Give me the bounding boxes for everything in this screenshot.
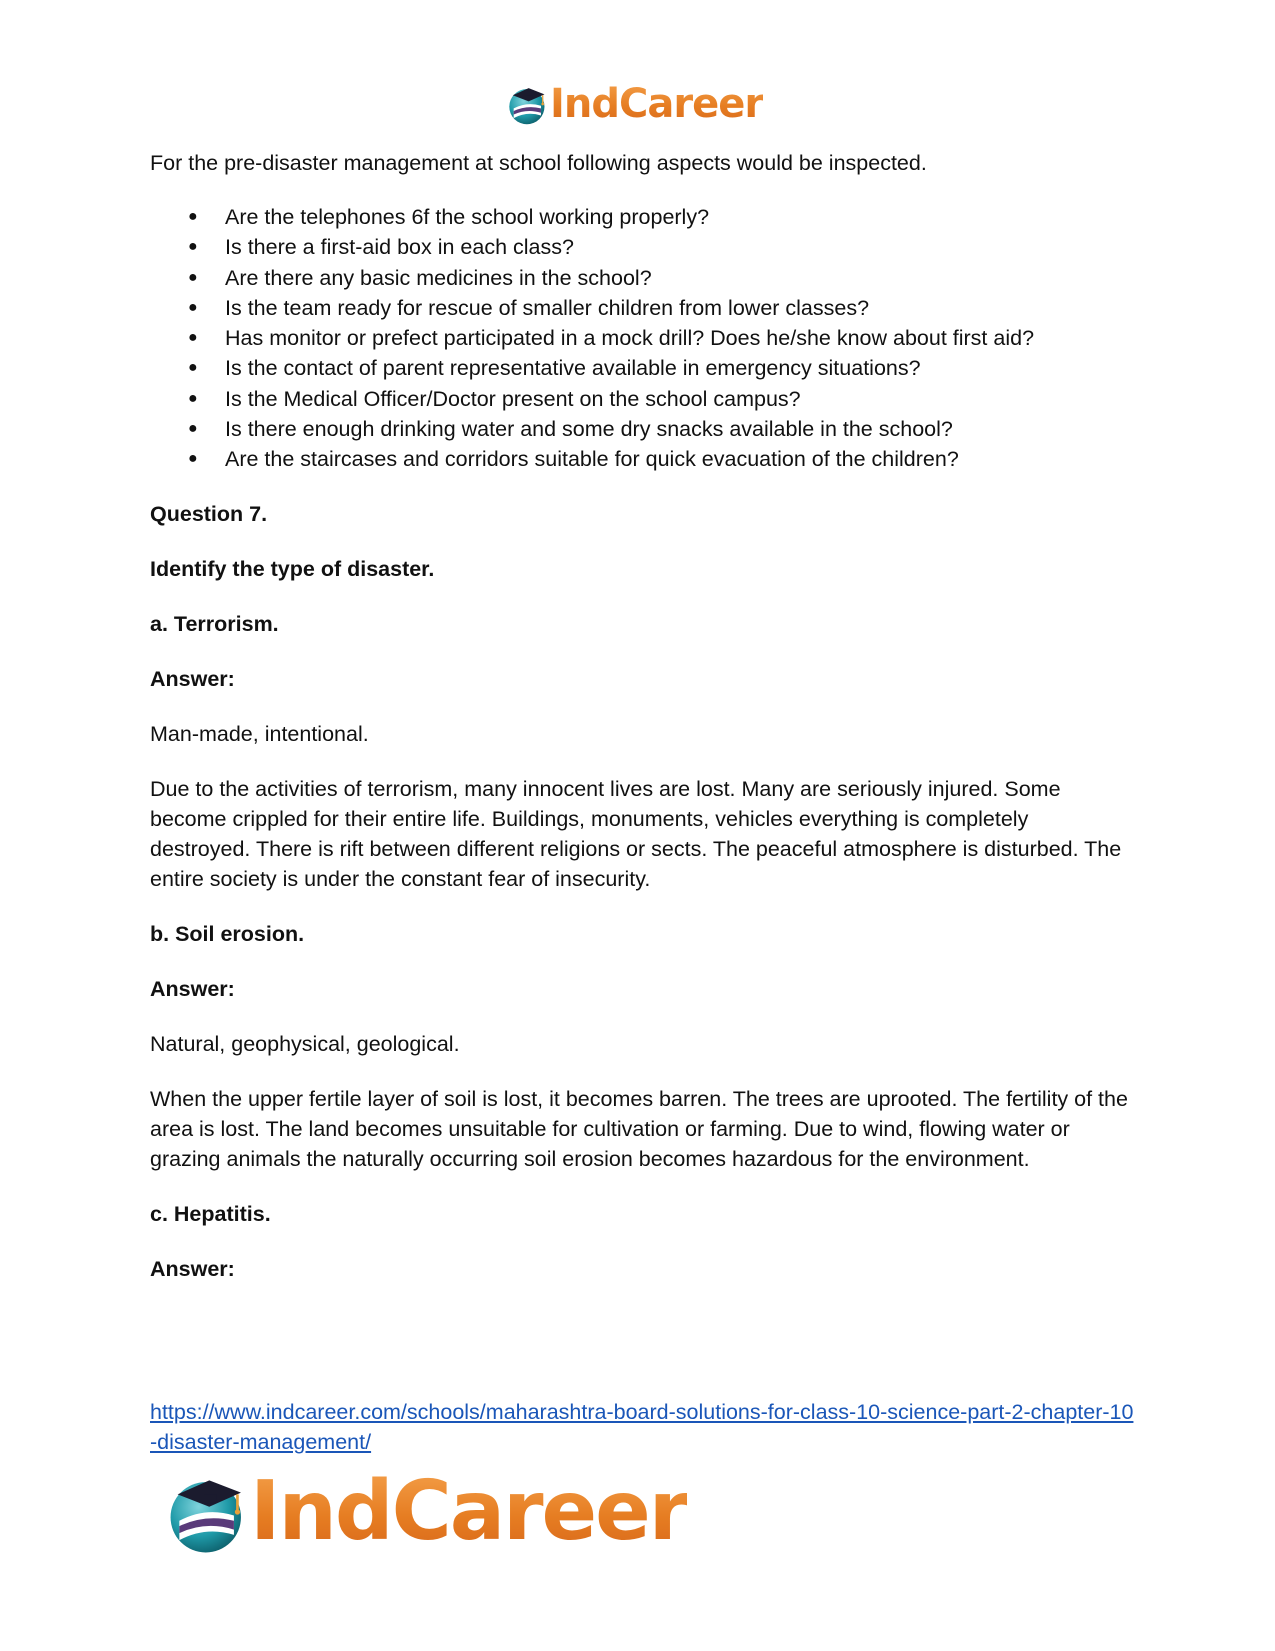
part-a-type: Man-made, intentional. (150, 721, 369, 746)
question-prompt: Identify the type of disaster. (150, 556, 435, 581)
bullet-icon: ● (188, 359, 198, 377)
part-b-label: b. Soil erosion. (150, 921, 305, 946)
part-c-label: c. Hepatitis. (150, 1201, 271, 1226)
header-logo (504, 80, 763, 128)
part-a-label: a. Terrorism. (150, 611, 279, 636)
checklist (150, 202, 1130, 475)
part-c-answer-heading: Answer: (150, 1256, 235, 1281)
list-item-text: Are there any basic medicines in the school? (225, 265, 652, 290)
list-item (150, 323, 1130, 353)
bullet-icon: ● (188, 298, 198, 316)
source-link-block (150, 1397, 1140, 1457)
bullet-icon: ● (188, 389, 198, 407)
graduation-cap-book-globe-icon (160, 1468, 248, 1556)
list-item-text: Is there a first-aid box in each class? (225, 235, 574, 260)
part-a-explanation: Due to the activities of terrorism, many innocent lives are lost. Many are seriously injured. Some become crippled for their entire life. Buildings, monuments, vehicles everything is completely destroyed. There is rift between different religions or sects. The peaceful atmosphere is disturbed. The entire society is under the constant fear of insecurity. (150, 776, 1122, 891)
bullet-icon: ● (188, 420, 198, 438)
list-item-text: Is the Medical Officer/Doctor present on the school campus? (225, 386, 801, 411)
list-item-text: Is the contact of parent representative available in emergency situations? (225, 356, 921, 381)
main-content (150, 148, 1130, 1284)
list-item (150, 202, 1130, 232)
list-item (150, 293, 1130, 323)
footer-logo-text: IndCareer (250, 1464, 688, 1559)
list-item-text: Has monitor or prefect participated in a mock drill? Does he/she know about first aid? (225, 326, 1035, 351)
header-logo-text: IndCareer (550, 81, 764, 127)
list-item-text: Is there enough drinking water and some dry snacks available in the school? (225, 417, 953, 442)
bullet-icon: ● (188, 238, 198, 256)
part-b-answer-heading: Answer: (150, 976, 235, 1001)
list-item-text: Are the staircases and corridors suitable for quick evacuation of the children? (225, 447, 959, 472)
bullet-icon: ● (188, 450, 198, 468)
list-item (150, 444, 1130, 474)
part-b-type: Natural, geophysical, geological. (150, 1031, 460, 1056)
bullet-icon: ● (188, 208, 198, 225)
bullet-icon: ● (188, 268, 198, 286)
part-a-answer-heading: Answer: (150, 666, 235, 691)
graduation-cap-book-globe-icon (504, 82, 548, 126)
list-item (150, 263, 1130, 293)
list-item-text: Is the team ready for rescue of smaller children from lower classes? (225, 295, 870, 320)
question-number: Question 7. (150, 501, 268, 526)
list-item-text: Are the telephones 6f the school working properly? (225, 205, 710, 229)
source-link[interactable]: https://www.indcareer.com/schools/maharashtra-board-solutions-for-class-10-science-part-2-chapter-10-disaster-management/ (150, 1400, 1134, 1454)
list-item (150, 384, 1130, 414)
footer-logo (160, 1464, 688, 1559)
list-item (150, 232, 1130, 262)
list-item (150, 414, 1130, 444)
intro-paragraph: For the pre-disaster management at school following aspects would be inspected. (150, 151, 927, 175)
bullet-icon: ● (188, 329, 198, 347)
part-b-explanation: When the upper fertile layer of soil is lost, it becomes barren. The trees are uprooted. The fertility of the area is lost. The land becomes unsuitable for cultivation or farming. Due to wind, flowing water or grazing animals the naturally occurring soil erosion becomes hazardous for the environment. (150, 1086, 1128, 1171)
list-item (150, 353, 1130, 383)
